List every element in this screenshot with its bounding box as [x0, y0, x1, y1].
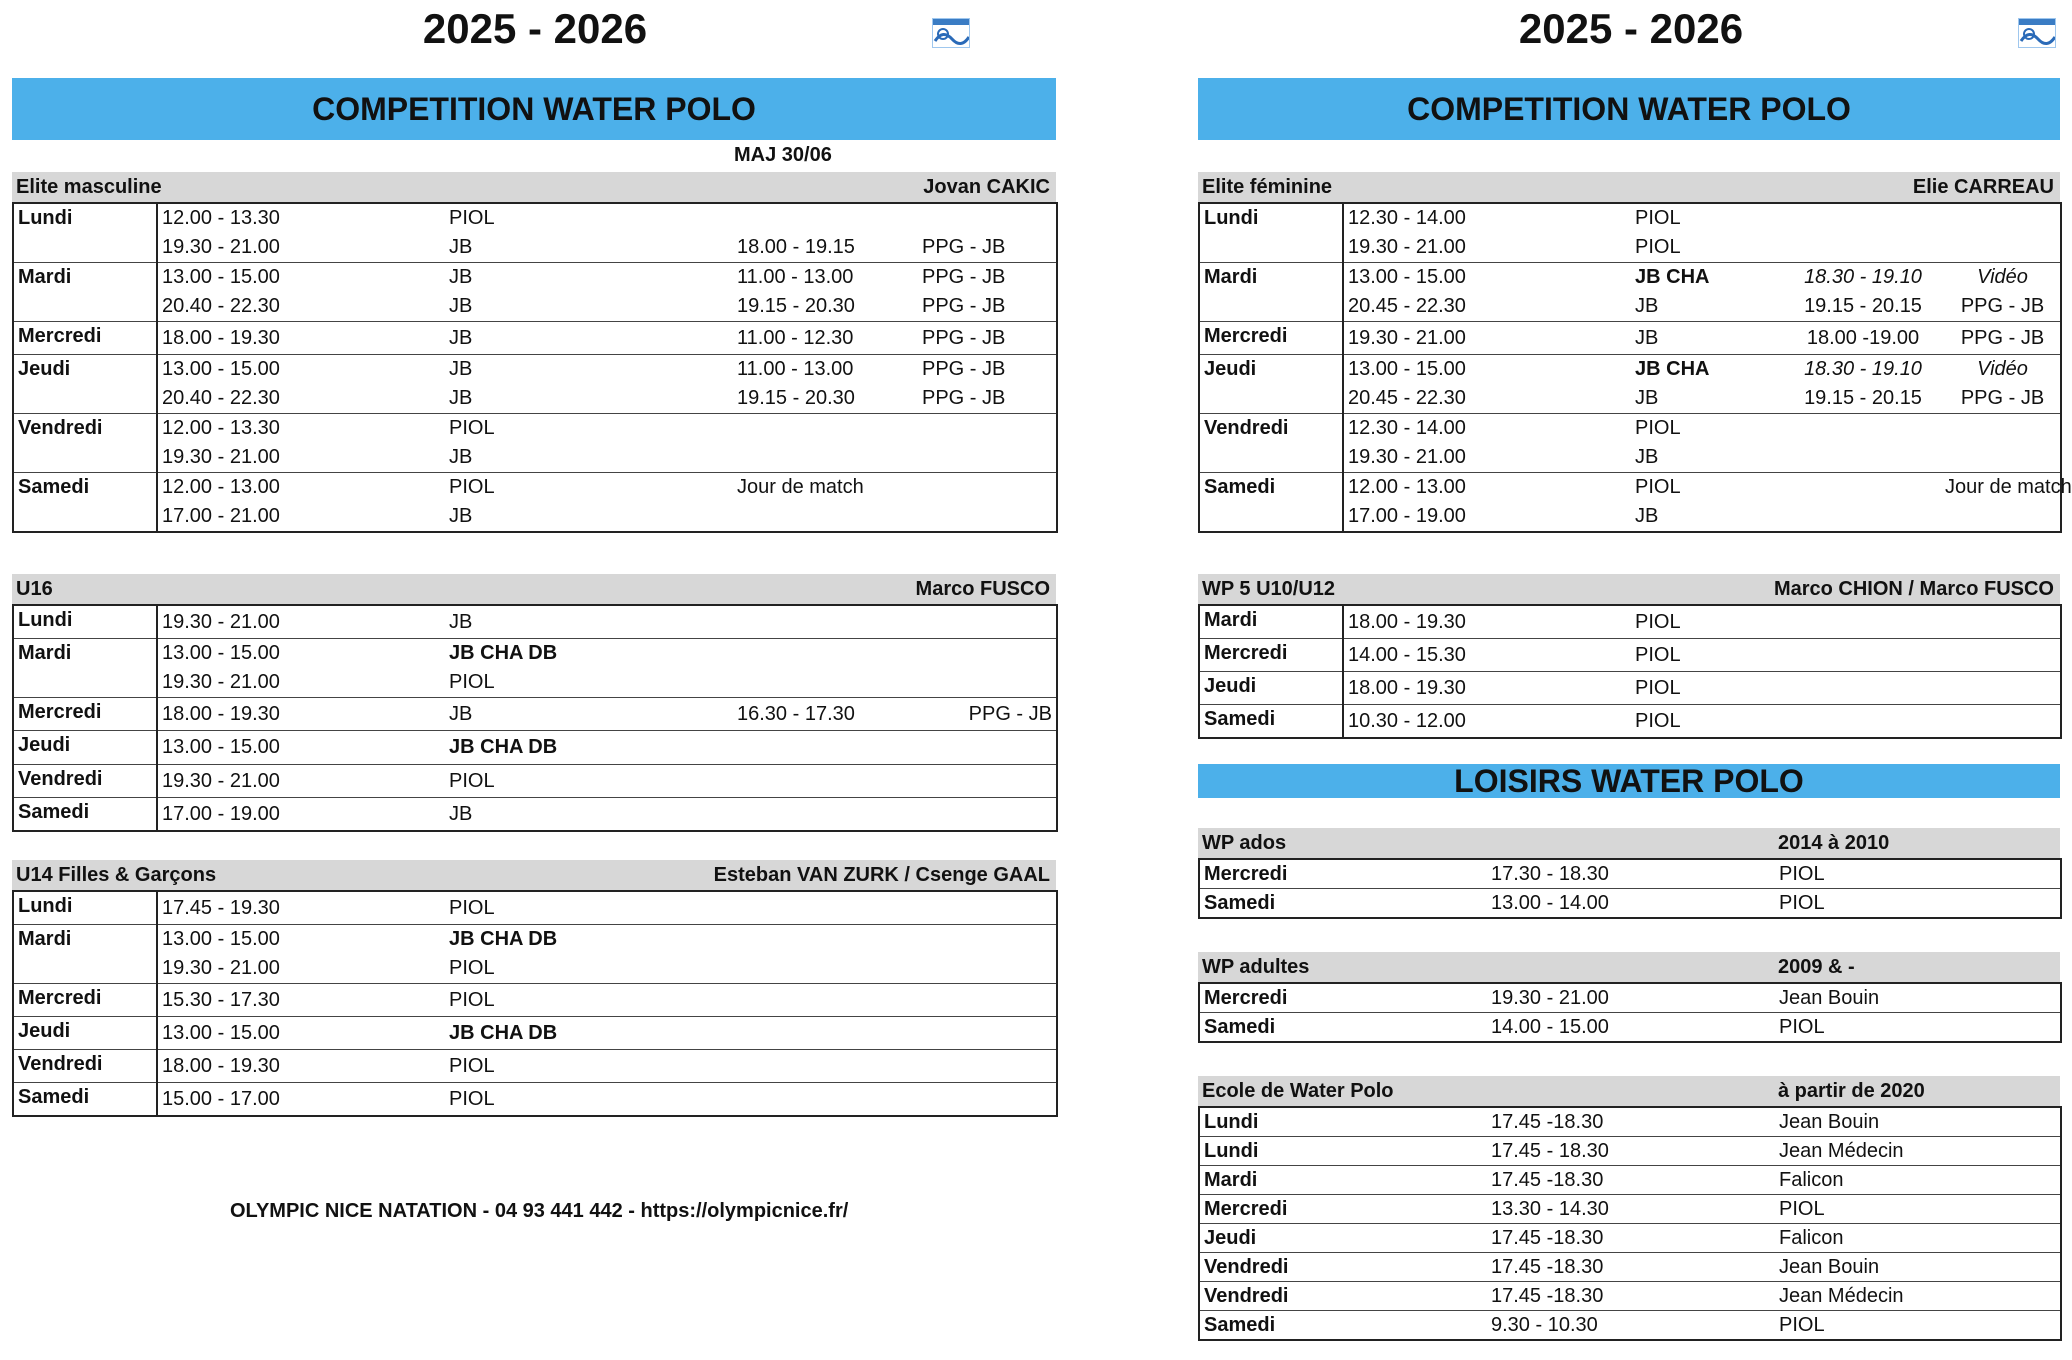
- pool-cell: JB CHA DB: [445, 731, 733, 765]
- time-cell: 10.30 - 12.00: [1343, 705, 1631, 739]
- wp-ados-years: 2014 à 2010: [1778, 832, 1890, 854]
- time-cell: 17.45 - 18.30: [1487, 1137, 1775, 1166]
- day-cell: Mercredi: [13, 322, 157, 355]
- pool-cell: PIOL: [1631, 473, 1781, 503]
- extra-time-cell: Jour de match: [733, 473, 918, 503]
- extra-place-cell: [918, 443, 1057, 473]
- extra-place-cell: [918, 765, 1057, 798]
- pool-cell: JB: [445, 263, 733, 293]
- pool-cell: JB: [445, 322, 733, 355]
- wp-ados-table: [1198, 858, 2062, 919]
- time-cell: 13.00 - 15.00: [157, 1017, 445, 1050]
- day-cell: Vendredi: [1199, 1253, 1487, 1282]
- pool-cell: PIOL: [449, 671, 495, 693]
- season-title-right: 2025 - 2026: [1518, 5, 1744, 52]
- time-cell: 18.00 - 19.30: [157, 698, 445, 731]
- wp5-header: [1198, 574, 2060, 604]
- pool-cell: JB: [449, 295, 473, 317]
- day-cell: Jeudi: [1199, 355, 1343, 414]
- day-cell: Mardi: [13, 263, 157, 322]
- u14-table: [12, 890, 1058, 1117]
- time-cell: 19.30 - 21.00: [162, 957, 280, 979]
- extra-time-cell: [1781, 502, 1941, 532]
- extra-time-cell: [733, 605, 918, 639]
- table-row: [1199, 705, 2061, 739]
- day-cell: Lundi: [1199, 1137, 1487, 1166]
- extra-time-cell: 19.15 - 20.30: [737, 295, 855, 317]
- wp-adultes-header: [1198, 952, 2060, 982]
- time-cell: 15.30 - 17.30: [157, 984, 445, 1017]
- pool-cell: Jean Bouin: [1775, 1253, 2061, 1282]
- table-row: [13, 1017, 1057, 1050]
- pool-cell: JB: [1635, 505, 1659, 527]
- table-row: [13, 984, 1057, 1017]
- table-row: [1199, 263, 2061, 293]
- table-row: [13, 203, 1057, 233]
- time-cell: 20.40 - 22.30: [162, 295, 280, 317]
- table-row: [13, 233, 1057, 263]
- competition-banner-right: COMPETITION WATER POLO: [1198, 78, 2060, 140]
- pool-cell: PIOL: [1775, 1013, 2061, 1043]
- day-cell: Mardi: [13, 925, 157, 984]
- time-cell: 19.30 - 21.00: [157, 765, 445, 798]
- day-cell: Mercredi: [13, 984, 157, 1017]
- extra-place-cell: [1941, 203, 2061, 233]
- time-cell: 12.00 - 13.00: [157, 473, 445, 503]
- pool-cell: JB: [449, 446, 473, 468]
- extra-place-cell: [918, 731, 1057, 765]
- extra-time-cell: 19.15 - 20.30: [737, 387, 855, 409]
- day-cell: Mercredi: [1204, 986, 1288, 1009]
- pool-cell: JB CHA: [1631, 355, 1781, 385]
- extra-place-cell: [918, 668, 1057, 698]
- table-row: [13, 765, 1057, 798]
- extra-place-cell: [918, 639, 1057, 669]
- table-row: [13, 925, 1057, 955]
- competition-banner-left: COMPETITION WATER POLO: [12, 78, 1056, 140]
- extra-time-cell: 16.30 - 17.30: [733, 698, 918, 731]
- time-cell: 17.45 - 19.30: [162, 896, 280, 919]
- table-row: [1199, 672, 2061, 705]
- pool-cell: PIOL: [1635, 207, 1681, 229]
- extra-place-cell: Jour de match: [1941, 473, 2061, 503]
- extra-time-cell: 18.30 - 19.10: [1781, 355, 1941, 385]
- extra-place-cell: [918, 203, 1057, 233]
- day-cell: Jeudi: [1199, 672, 1343, 705]
- extra-time-cell: [1781, 414, 1941, 444]
- day-cell: Jeudi: [1199, 1224, 1487, 1253]
- pool-cell: Jean Médecin: [1775, 1137, 2061, 1166]
- extra-time-cell: [733, 798, 918, 832]
- extra-time-cell: 11.00 - 13.00: [733, 355, 918, 385]
- pool-cell: PIOL: [1775, 889, 2061, 919]
- extra-time-cell: [733, 639, 918, 669]
- time-cell: 17.45 -18.30: [1487, 1253, 1775, 1282]
- extra-time-cell: [1781, 443, 1941, 473]
- day-cell: Vendredi: [13, 765, 157, 798]
- time-cell: 19.30 - 21.00: [162, 610, 280, 633]
- time-cell: 13.30 - 14.30: [1487, 1195, 1775, 1224]
- table-row: [13, 502, 1057, 532]
- club-logo-right: [2018, 18, 2056, 48]
- pool-cell: Jean Bouin: [1779, 1110, 1880, 1133]
- u16-coach: Marco FUSCO: [915, 578, 1050, 600]
- pool-cell: PIOL: [1631, 672, 2061, 705]
- day-cell: Mercredi: [1199, 322, 1343, 355]
- ecole-table: [1198, 1106, 2062, 1341]
- pool-cell: PIOL: [1631, 639, 2061, 672]
- pool-cell: PIOL: [449, 896, 495, 919]
- ecole-years: à partir de 2020: [1778, 1080, 1925, 1102]
- day-cell: Lundi: [13, 605, 157, 639]
- day-cell: Vendredi: [13, 1050, 157, 1083]
- extra-place-cell: PPG - JB: [918, 322, 1057, 355]
- time-cell: 12.30 - 14.00: [1343, 414, 1631, 444]
- day-cell: Vendredi: [13, 414, 157, 473]
- time-cell: 13.00 - 15.00: [157, 925, 445, 955]
- time-cell: 19.30 - 21.00: [1348, 446, 1466, 468]
- time-cell: 18.00 - 19.30: [157, 1050, 445, 1083]
- extra-place-cell: [918, 605, 1057, 639]
- pool-cell: JB: [445, 355, 733, 385]
- extra-time-cell: 18.30 - 19.10: [1781, 263, 1941, 293]
- extra-place-cell: [1941, 233, 2061, 263]
- pool-cell: PIOL: [1635, 610, 1681, 633]
- table-row: [1199, 859, 2061, 889]
- pool-cell: JB: [449, 610, 473, 633]
- time-cell: 12.00 - 13.30: [162, 207, 280, 229]
- pool-cell: Falicon: [1775, 1166, 2061, 1195]
- elite-f-header: [1198, 172, 2060, 202]
- extra-place-cell: PPG - JB: [922, 387, 1006, 409]
- extra-time-cell: 19.15 - 20.15: [1804, 295, 1922, 317]
- day-cell: Samedi: [1199, 473, 1343, 533]
- table-row: [1199, 1013, 2061, 1043]
- pool-cell: JB CHA DB: [445, 925, 1057, 955]
- table-row: [1199, 639, 2061, 672]
- table-row: [1199, 605, 2061, 639]
- time-cell: 19.30 - 21.00: [1343, 322, 1631, 355]
- time-cell: 19.30 - 21.00: [162, 446, 280, 468]
- day-cell: Mardi: [1199, 1166, 1487, 1195]
- extra-time-cell: 18.00 -19.00: [1781, 322, 1941, 355]
- time-cell: 18.00 - 19.30: [1348, 610, 1466, 633]
- table-row: [13, 668, 1057, 698]
- pool-cell: JB CHA: [1631, 263, 1781, 293]
- day-cell: Samedi: [1199, 705, 1343, 739]
- pool-cell: JB: [445, 698, 733, 731]
- extra-time-cell: [733, 203, 918, 233]
- time-cell: 18.00 - 19.30: [1343, 672, 1631, 705]
- time-cell: 17.45 -18.30: [1491, 1110, 1604, 1133]
- day-cell: Samedi: [13, 798, 157, 832]
- time-cell: 13.00 - 14.00: [1487, 889, 1775, 919]
- pool-cell: PIOL: [445, 414, 733, 444]
- time-cell: 13.00 - 15.00: [1343, 263, 1631, 293]
- extra-place-cell: PPG - JB: [918, 355, 1057, 385]
- table-row: [13, 1050, 1057, 1083]
- wp-ados-title: WP ados: [1202, 832, 1287, 854]
- table-row: [1199, 1107, 2061, 1137]
- extra-time-cell: 11.00 - 13.00: [733, 263, 918, 293]
- table-row: [1199, 414, 2061, 444]
- day-cell: Vendredi: [1199, 1282, 1487, 1311]
- table-row: [1199, 1137, 2061, 1166]
- pool-cell: PIOL: [445, 984, 1057, 1017]
- extra-place-cell: Vidéo: [1941, 355, 2061, 385]
- day-cell: Samedi: [1199, 1311, 1487, 1341]
- day-cell: Samedi: [1199, 889, 1487, 919]
- time-cell: 18.00 - 19.30: [157, 322, 445, 355]
- day-cell: Mercredi: [13, 698, 157, 731]
- table-row: [1199, 983, 2061, 1013]
- table-row: [13, 322, 1057, 355]
- time-cell: 17.30 - 18.30: [1491, 862, 1609, 885]
- time-cell: 12.00 - 13.00: [1343, 473, 1631, 503]
- pool-cell: JB CHA DB: [445, 1017, 1057, 1050]
- pool-cell: PIOL: [445, 765, 733, 798]
- pool-cell: PIOL: [445, 1083, 1057, 1117]
- day-cell: Lundi: [1204, 1110, 1259, 1133]
- table-row: [13, 414, 1057, 444]
- table-row: [13, 891, 1057, 925]
- elite-f-table: [1198, 202, 2072, 533]
- pool-cell: PIOL: [1775, 1195, 2061, 1224]
- pool-cell: JB: [449, 236, 473, 258]
- u16-title: U16: [16, 578, 53, 600]
- wp-adultes-title: WP adultes: [1202, 956, 1310, 978]
- table-row: [1199, 1224, 2061, 1253]
- time-cell: 17.00 - 19.00: [157, 798, 445, 832]
- ecole-header: [1198, 1076, 2060, 1106]
- extra-place-cell: [1941, 502, 2061, 532]
- extra-time-cell: [733, 443, 918, 473]
- elite-f-coach: Elie CARREAU: [1912, 176, 2054, 198]
- day-cell: Samedi: [1199, 1013, 1487, 1043]
- table-row: [13, 605, 1057, 639]
- day-cell: Samedi: [13, 1083, 157, 1117]
- season-title-left: 2025 - 2026: [422, 5, 648, 52]
- wp-ados-header: [1198, 828, 2060, 858]
- wp-adultes-years: 2009 & -: [1778, 956, 1855, 978]
- elite-m-coach: Jovan CAKIC: [923, 176, 1050, 198]
- extra-place-cell: Vidéo: [1941, 263, 2061, 293]
- pool-cell: JB: [445, 798, 733, 832]
- table-row: [1199, 322, 2061, 355]
- day-cell: Lundi: [13, 891, 157, 925]
- day-cell: Mercredi: [1199, 1195, 1487, 1224]
- wp5-coach: Marco CHION / Marco FUSCO: [1773, 578, 2054, 600]
- time-cell: 12.00 - 13.30: [157, 414, 445, 444]
- pool-cell: Falicon: [1775, 1224, 2061, 1253]
- time-cell: 19.30 - 21.00: [1348, 236, 1466, 258]
- pool-cell: JB: [1631, 322, 1781, 355]
- time-cell: 19.30 - 21.00: [162, 236, 280, 258]
- extra-place-cell: PPG - JB: [1960, 387, 2045, 409]
- day-cell: Jeudi: [13, 1017, 157, 1050]
- pool-cell: JB: [1635, 295, 1659, 317]
- extra-place-cell: PPG - JB: [1960, 295, 2045, 317]
- update-date: MAJ 30/06: [734, 144, 832, 166]
- table-row: [13, 698, 1057, 731]
- pool-cell: PIOL: [445, 1050, 1057, 1083]
- time-cell: 13.00 - 15.00: [157, 355, 445, 385]
- club-logo-left: [932, 18, 970, 48]
- day-cell: Jeudi: [13, 731, 157, 765]
- time-cell: 20.40 - 22.30: [162, 387, 280, 409]
- time-cell: 9.30 - 10.30: [1487, 1311, 1775, 1341]
- day-cell: Mercredi: [1199, 639, 1343, 672]
- extra-time-cell: [733, 765, 918, 798]
- ecole-title: Ecole de Water Polo: [1202, 1080, 1394, 1102]
- extra-time-cell: 19.15 - 20.15: [1804, 387, 1922, 409]
- time-cell: 13.00 - 15.00: [157, 639, 445, 669]
- time-cell: 20.45 - 22.30: [1348, 295, 1466, 317]
- time-cell: 17.45 -18.30: [1487, 1166, 1775, 1195]
- extra-time-cell: [733, 414, 918, 444]
- time-cell: 12.30 - 14.00: [1348, 207, 1466, 229]
- table-row: [13, 1083, 1057, 1117]
- elite-m-title: Elite masculine: [16, 176, 162, 198]
- footer-contact: OLYMPIC NICE NATATION - 04 93 441 442 - https://olympicnice.fr/: [230, 1200, 849, 1222]
- time-cell: 13.00 - 15.00: [1343, 355, 1631, 385]
- extra-place-cell: PPG - JB: [922, 236, 1006, 258]
- day-cell: Samedi: [13, 473, 157, 533]
- table-row: [1199, 889, 2061, 919]
- elite-f-title: Elite féminine: [1202, 176, 1333, 198]
- table-row: [13, 639, 1057, 669]
- pool-cell: JB: [1635, 446, 1659, 468]
- day-cell: Mardi: [1199, 605, 1343, 639]
- time-cell: 13.00 - 15.00: [157, 731, 445, 765]
- wp5-table: [1198, 604, 2062, 739]
- pool-cell: PIOL: [1635, 236, 1681, 258]
- pool-cell: Jean Bouin: [1779, 986, 1880, 1009]
- pool-cell: JB: [1635, 387, 1659, 409]
- table-row: [13, 473, 1057, 503]
- day-cell: Mardi: [13, 639, 157, 698]
- table-row: [1199, 203, 2061, 233]
- extra-time-cell: [1781, 473, 1941, 503]
- day-cell: Mercredi: [1204, 862, 1288, 885]
- extra-place-cell: [918, 502, 1057, 532]
- time-cell: 13.00 - 15.00: [157, 263, 445, 293]
- day-cell: Vendredi: [1199, 414, 1343, 473]
- time-cell: 20.45 - 22.30: [1348, 387, 1466, 409]
- table-row: [13, 798, 1057, 832]
- table-row: [13, 443, 1057, 473]
- time-cell: 17.45 -18.30: [1487, 1282, 1775, 1311]
- extra-place-cell: [1941, 414, 2061, 444]
- time-cell: 14.00 - 15.00: [1487, 1013, 1775, 1043]
- elite-m-header: [12, 172, 1056, 202]
- loisirs-banner: LOISIRS WATER POLO: [1198, 764, 2060, 798]
- table-row: [1199, 1195, 2061, 1224]
- time-cell: 17.00 - 19.00: [1348, 505, 1466, 527]
- table-row: [1199, 355, 2061, 385]
- time-cell: 17.00 - 21.00: [162, 505, 280, 527]
- pool-cell: PIOL: [449, 957, 495, 979]
- day-cell: Lundi: [1199, 203, 1343, 263]
- time-cell: 14.00 - 15.30: [1343, 639, 1631, 672]
- table-row: [13, 731, 1057, 765]
- pool-cell: PIOL: [1775, 1311, 2061, 1341]
- time-cell: 17.45 -18.30: [1487, 1224, 1775, 1253]
- day-cell: Lundi: [13, 203, 157, 263]
- pool-cell: PIOL: [1631, 705, 2061, 739]
- table-row: [13, 384, 1057, 414]
- u14-coach: Esteban VAN ZURK / Csenge GAAL: [713, 864, 1050, 886]
- pool-cell: PIOL: [1779, 862, 1825, 885]
- elite-m-table: [12, 202, 1058, 533]
- extra-place-cell: [918, 414, 1057, 444]
- extra-time-cell: [733, 502, 918, 532]
- extra-time-cell: [733, 668, 918, 698]
- u14-header: [12, 860, 1056, 890]
- table-row: [1199, 1253, 2061, 1282]
- day-cell: Jeudi: [13, 355, 157, 414]
- extra-place-cell: PPG - JB: [918, 698, 1057, 731]
- day-cell: Mardi: [1199, 263, 1343, 322]
- pool-cell: JB: [449, 505, 473, 527]
- extra-time-cell: [1781, 203, 1941, 233]
- u16-header: [12, 574, 1056, 604]
- table-row: [13, 355, 1057, 385]
- wp-adultes-table: [1198, 982, 2062, 1043]
- table-row: [1199, 1282, 2061, 1311]
- table-row: [1199, 473, 2061, 503]
- table-row: [13, 263, 1057, 293]
- extra-place-cell: [1941, 443, 2061, 473]
- wp5-title: WP 5 U10/U12: [1202, 578, 1336, 600]
- pool-cell: PIOL: [1631, 414, 1781, 444]
- time-cell: 19.30 - 21.00: [162, 671, 280, 693]
- time-cell: 19.30 - 21.00: [1491, 986, 1609, 1009]
- pool-cell: Jean Médecin: [1775, 1282, 2061, 1311]
- pool-cell: JB: [449, 387, 473, 409]
- extra-time-cell: [733, 731, 918, 765]
- table-row: [1199, 1166, 2061, 1195]
- u16-table: [12, 604, 1058, 832]
- extra-place-cell: [918, 798, 1057, 832]
- extra-time-cell: 18.00 - 19.15: [737, 236, 855, 258]
- table-row: [1199, 1311, 2061, 1341]
- extra-time-cell: 11.00 - 12.30: [733, 322, 918, 355]
- pool-cell: PIOL: [449, 207, 495, 229]
- extra-place-cell: PPG - JB: [918, 263, 1057, 293]
- extra-time-cell: [1781, 233, 1941, 263]
- extra-place-cell: PPG - JB: [1941, 322, 2061, 355]
- extra-place-cell: PPG - JB: [922, 295, 1006, 317]
- pool-cell: PIOL: [445, 473, 733, 503]
- time-cell: 15.00 - 17.00: [157, 1083, 445, 1117]
- extra-place-cell: [918, 473, 1057, 503]
- pool-cell: JB CHA DB: [445, 639, 733, 669]
- table-row: [13, 292, 1057, 322]
- u14-title: U14 Filles & Garçons: [16, 864, 217, 886]
- table-row: [13, 954, 1057, 984]
